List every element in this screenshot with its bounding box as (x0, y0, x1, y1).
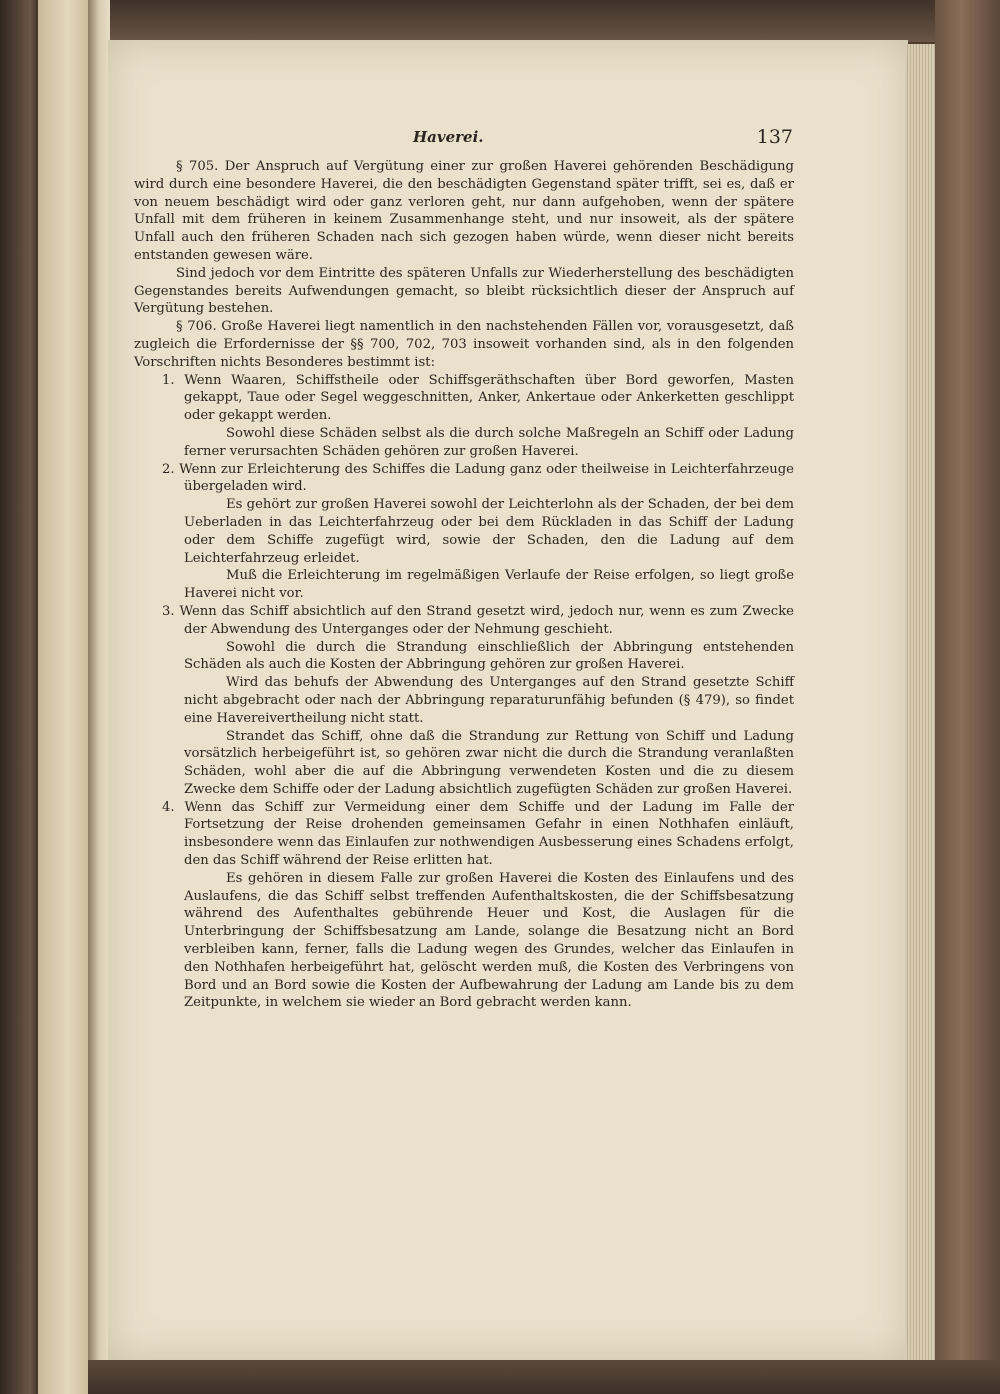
book-cover-right (935, 0, 1000, 1394)
list-item-3-note-b: Wird das behufs der Abwendung des Unterganges auf den Strand gesetzte Schiff nicht abgebracht oder nach der Abbringung reparaturunfähig befunden (§ 479), so findet eine Havereivertheilung nicht statt. (184, 675, 794, 726)
list-item-3: 3. Wenn das Schiff absichtlich auf den Strand gesetzt wird, jedoch nur, wenn es zum Zwecke der Abwendung des Unterganges oder der Nehmung geschieht. (162, 603, 794, 637)
book-cover-left (0, 0, 38, 1394)
list-item-4-note: Es gehören in diesem Falle zur großen Haverei die Kosten des Einlaufens und des Auslaufens, die das Schiff selbst treffenden Aufenthaltskosten, die der Schiffsbesatzung während des Aufenthaltes gebührende Heuer und Kost, die Auslagen für die Unterbringung der Schiffsbesatzung am Lande, solange die Besatzung nicht an Bord verbleiben kann, ferner, falls die Ladung wegen des Grundes, welcher das Einlaufen in den Nothhafen herbeigeführt hat, gelöscht werden muß, die Kosten des Verbringens von Bord und an Bord sowie die Kosten der Aufbewahrung der Ladung am Lande bis zu dem Zeitpunkte, in welchem sie wieder an Bord gebracht werden kann. (184, 870, 794, 1011)
page-body (134, 158, 794, 1012)
list-item-2: 2. Wenn zur Erleichterung des Schiffes die Ladung ganz oder theilweise in Leichterfahrzeuge übergeladen wird. (162, 461, 794, 495)
page-header (135, 128, 795, 152)
page-number: 137 (756, 126, 793, 148)
book-cover-top (88, 0, 1000, 42)
paragraph-705-continuation: Sind jedoch vor dem Eintritte des späteren Unfalls zur Wiederherstellung des beschädigten Gegenstandes bereits Aufwendungen gemacht, so bleibt rücksichtlich dieser der Anspruch auf Vergütung bestehen. (134, 265, 794, 317)
book-gutter (88, 0, 110, 1394)
facing-page-edge (38, 0, 88, 1394)
list-item-3-note: Sowohl die durch die Strandung einschließlich der Abbringung entstehenden Schäden als auch die Kosten der Abbringung gehören zur großen Haverei. (184, 639, 794, 673)
paragraph-705: § 705. Der Anspruch auf Vergütung einer zur großen Haverei gehörenden Beschädigung wird durch eine besondere Haverei, die den beschädigten Gegenstand später trifft, sei es, daß er von neuem beschädigt wird oder ganz verloren geht, nur dann aufgehoben, wenn der spätere Unfall mit dem früheren in keinem Zusammenhange steht, und nur insoweit, als der spätere Unfall auch den früheren Schaden nach sich gezogen haben würde, wenn dieser nicht bereits entstanden gewesen wäre. (134, 159, 794, 263)
page-edges (905, 44, 935, 1360)
list-item-4: 4. Wenn das Schiff zur Vermeidung einer dem Schiffe und der Ladung im Falle der Fortsetzung der Reise drohenden gemeinsamen Gefahr in einen Nothhafen einläuft, insbesondere wenn das Einlaufen zur nothwendigen Ausbesserung eines Schadens erfolgt, den das Schiff während der Reise erlitten hat. (162, 799, 794, 869)
list-item-2-note-b: Muß die Erleichterung im regelmäßigen Verlaufe der Reise erfolgen, so liegt große Haverei nicht vor. (184, 568, 794, 602)
list-item-2-note: Es gehört zur großen Haverei sowohl der Leichterlohn als der Schaden, der bei dem Ueberladen in das Leichterfahrzeug oder bei dem Rückladen in das Schiff der Ladung oder dem Schiffe zugefügt wird, sowie der Schaden, den die Ladung auf dem Leichterfahrzeug erleidet. (184, 497, 794, 566)
book-cover-bottom (88, 1360, 1000, 1394)
running-title: Haverei. (413, 128, 484, 146)
list-item-1-note: Sowohl diese Schäden selbst als die durch solche Maßregeln an Schiff oder Ladung ferner verursachten Schäden gehören zur großen Haverei. (184, 425, 794, 459)
list-item-3-note-c: Strandet das Schiff, ohne daß die Strandung zur Rettung von Schiff und Ladung vorsätzlich herbeigeführt ist, so gehören zwar nicht die durch die Strandung veranlaßten Schäden, wohl aber die auf die Abbringung verwendeten Kosten und die zu diesem Zwecke dem Schiffe oder der Ladung absichtlich zugefügten Schäden zur großen Haverei. (184, 728, 794, 797)
list-item-1: 1. Wenn Waaren, Schiffstheile oder Schiffsgeräthschaften über Bord geworfen, Masten gekappt, Taue oder Segel weggeschnitten, Anker, Ankertaue oder Ankerketten geschlippt oder gekappt werden. (162, 372, 794, 424)
paragraph-706: § 706. Große Haverei liegt namentlich in den nachstehenden Fällen vor, vorausgesetzt, daß zugleich die Erfordernisse der §§ 700, 702, 703 insoweit vorhanden sind, als in den folgenden Vorschriften nichts Besonderes bestimmt ist: (134, 319, 794, 370)
